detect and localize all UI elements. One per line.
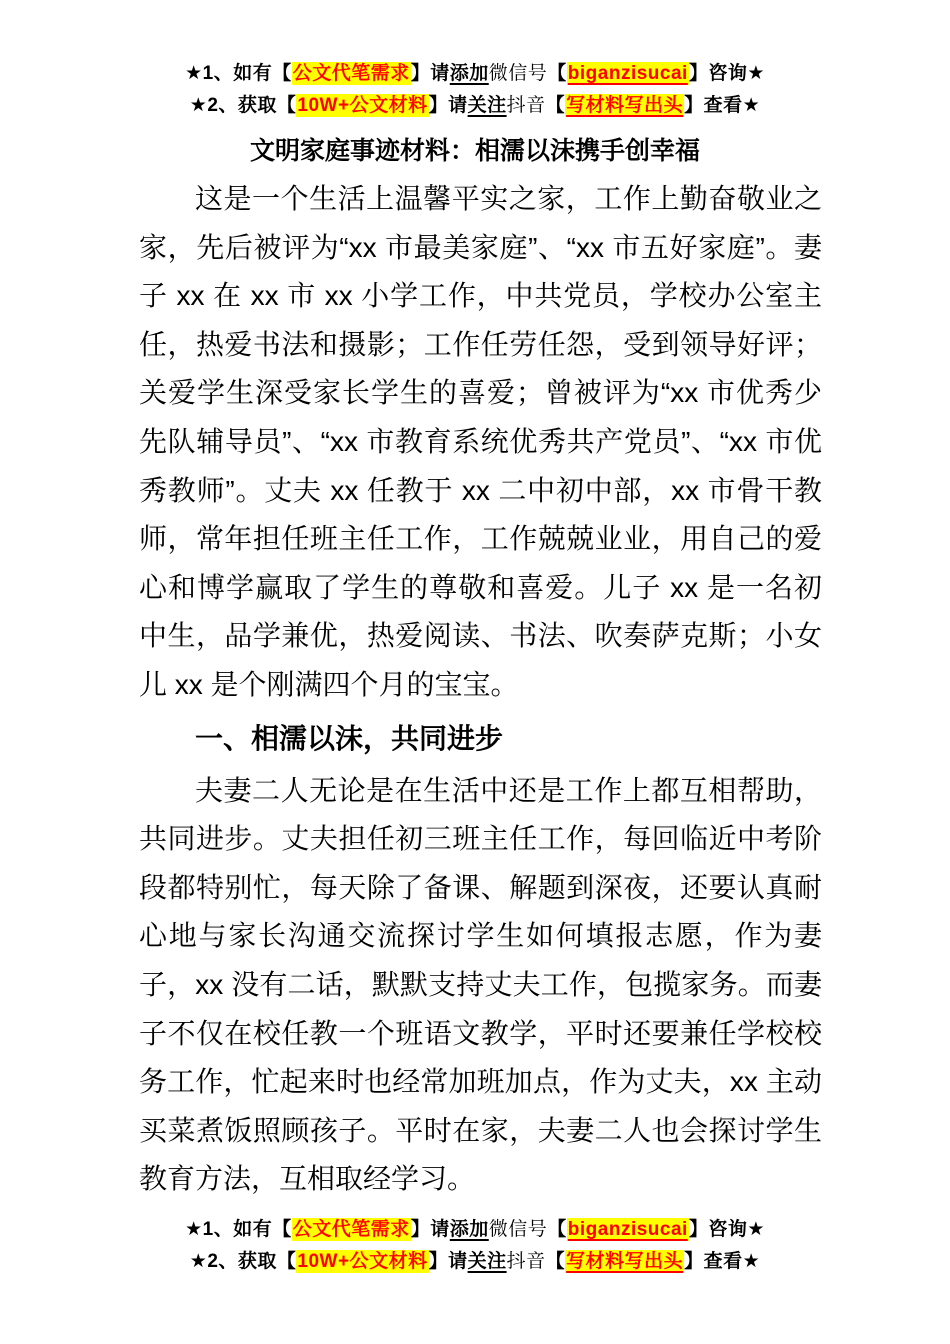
douyin-label: 抖音 (506, 1251, 546, 1272)
footer-notice-line-2 (0, 1246, 950, 1278)
add-action-underlined: 添加 (449, 63, 489, 84)
wechat-label: 微信号 (488, 1219, 548, 1240)
notice1-bracket: 【 (547, 1219, 567, 1240)
footer-notice (0, 1214, 950, 1278)
notice1-prefix: ★1、如有【 (185, 63, 292, 84)
notice1-mid1: 】请 (410, 1219, 450, 1240)
paragraph-section-1: 夫妻二人无论是在生活中还是工作上都互相帮助，共同进步。丈夫担任初三班主任工作，每回临近中考阶段都特别忙，每天除了备课、解题到深夜，还要认真耐心地与家长沟通交流探讨学生如何填报志愿，作为妻子，xx 没有二话，默默支持丈夫工作，包揽家务。而妻子不仅在校任教一个班语文教学，平时还要兼任学校校务工作，忙起来时也经常加班加点，作为丈夫，xx 主动买菜煮饭照顾孩子。平时在家，夫妻二人也会探讨学生教育方法，互相取经学习。 (139, 774, 822, 1195)
document-body (0, 168, 950, 1204)
notice2-bracket: 【 (545, 1251, 566, 1272)
notice2-suffix: 】查看★ (684, 1251, 761, 1272)
douyin-id-highlight: 写材料写出头 (566, 1251, 684, 1272)
notice2-prefix: ★2、获取【 (189, 1251, 297, 1272)
notice1-mid1: 】请 (410, 63, 450, 84)
notice1-suffix: 】咨询★ (688, 1219, 765, 1240)
material-keyword-highlight: 10W+公文材料 (297, 1251, 428, 1272)
notice2-prefix: ★2、获取【 (189, 95, 297, 116)
follow-action-underlined: 关注 (467, 95, 507, 116)
footer-notice-line-1 (0, 1214, 950, 1246)
section-heading-1: 一、相濡以沫，共同进步 (195, 722, 504, 754)
notice2-mid1: 】请 (428, 1251, 468, 1272)
material-keyword-highlight: 10W+公文材料 (297, 95, 428, 116)
add-action-underlined: 添加 (449, 1219, 489, 1240)
wechat-id-highlight: biganzisucai (567, 1219, 688, 1240)
header-notice-line-2 (0, 90, 950, 122)
service-keyword-highlight: 公文代笔需求 (292, 63, 410, 84)
notice2-suffix: 】查看★ (684, 95, 761, 116)
douyin-id-highlight: 写材料写出头 (566, 95, 684, 116)
header-notice-line-1 (0, 58, 950, 90)
document-title: 文明家庭事迹材料：相濡以沫携手创幸福 (249, 137, 700, 165)
paragraph-intro: 这是一个生活上温馨平实之家，工作上勤奋敬业之家，先后被评为“xx 市最美家庭”、“xx 市五好家庭”。妻子 xx 在 xx 市 xx 小学工作，中共党员，学校办公室主任，热爱书法和摄影；工作任劳任怨，受到领导好评；关爱学生深受家长学生的喜爱；曾被评为“xx 市优秀少先队辅导员”、“xx 市教育系统优秀共产党员”、“xx 市优秀教师”。丈夫 xx 任教于 xx 二中初中部，xx 市骨干教师，常年担任班主任工作，工作兢兢业业，用自己的爱心和博学赢取了学生的尊敬和喜爱。儿子 xx 是一名初中生，品学兼优，热爱阅读、书法、吹奏萨克斯；小女儿 xx 是个刚满四个月的宝宝。 (139, 183, 822, 700)
wechat-id-highlight: biganzisucai (567, 63, 688, 84)
header-notice (0, 0, 950, 122)
wechat-label: 微信号 (488, 63, 548, 84)
notice2-mid1: 】请 (428, 95, 468, 116)
notice1-prefix: ★1、如有【 (185, 1219, 292, 1240)
service-keyword-highlight: 公文代笔需求 (292, 1219, 410, 1240)
douyin-label: 抖音 (506, 95, 546, 116)
notice1-bracket: 【 (547, 63, 567, 84)
notice1-suffix: 】咨询★ (688, 63, 765, 84)
follow-action-underlined: 关注 (467, 1251, 507, 1272)
notice2-bracket: 【 (545, 95, 566, 116)
